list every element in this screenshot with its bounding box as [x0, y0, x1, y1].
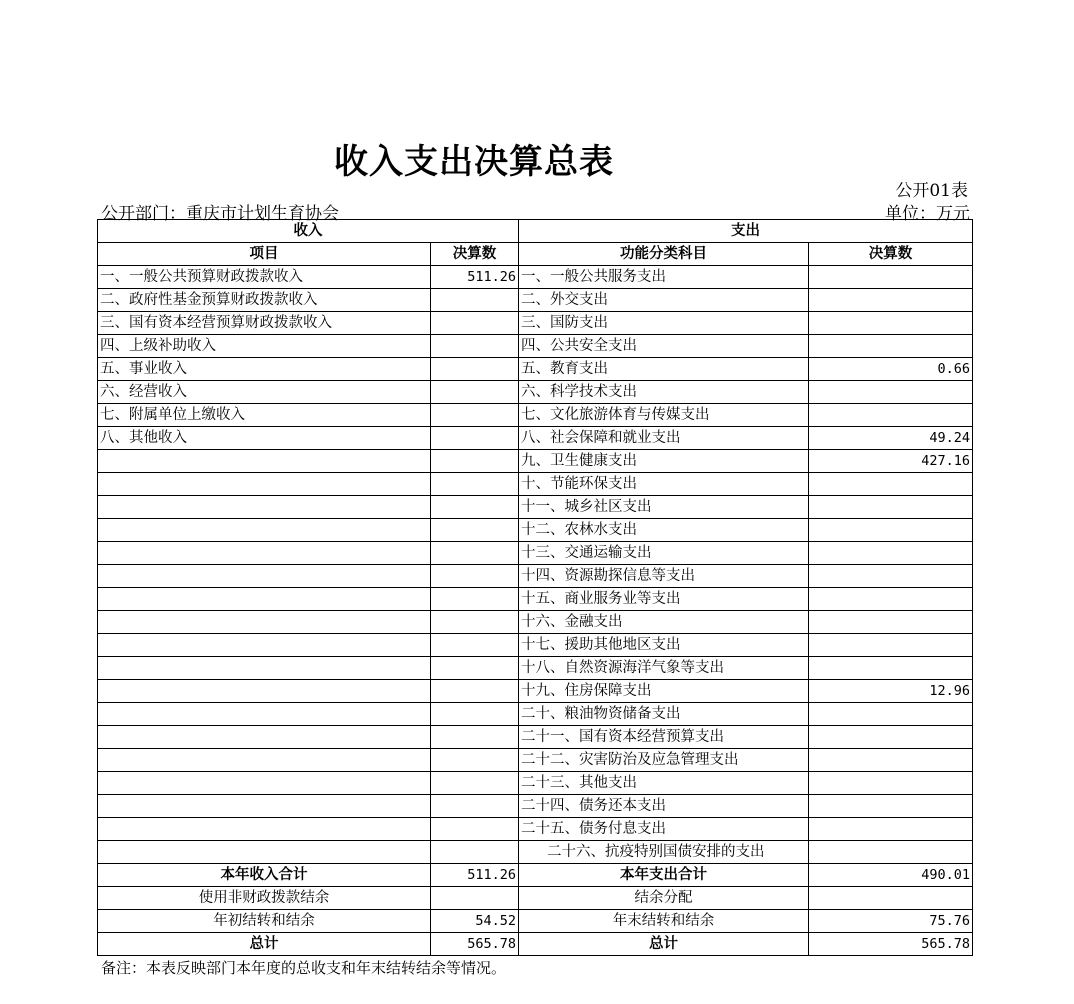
- income-amount-cell: [431, 634, 519, 657]
- expense-item-cell: 八、社会保障和就业支出: [519, 427, 809, 450]
- summary-income-label: 年初结转和结余: [98, 910, 431, 933]
- expense-amount-cell: 0.66: [809, 358, 973, 381]
- summary-expense-amount: 490.01: [809, 864, 973, 887]
- income-item-cell: 一、一般公共预算财政拨款收入: [98, 266, 431, 289]
- summary-row: [98, 933, 973, 956]
- income-amount-cell: [431, 427, 519, 450]
- expense-amount-cell: 49.24: [809, 427, 973, 450]
- income-amount-cell: [431, 496, 519, 519]
- expense-item-cell: 六、科学技术支出: [519, 381, 809, 404]
- department-label: 公开部门：重庆市计划生育协会: [101, 204, 339, 224]
- summary-expense-label: 本年支出合计: [519, 864, 809, 887]
- income-item-cell: [98, 795, 431, 818]
- income-item-cell: 七、附属单位上缴收入: [98, 404, 431, 427]
- income-item-cell: [98, 703, 431, 726]
- summary-income-amount: 54.52: [431, 910, 519, 933]
- income-amount-cell: [431, 312, 519, 335]
- income-item-cell: 五、事业收入: [98, 358, 431, 381]
- expense-item-cell: 十六、金融支出: [519, 611, 809, 634]
- expense-amount-cell: [809, 312, 973, 335]
- income-item-cell: [98, 657, 431, 680]
- income-amount-cell: [431, 358, 519, 381]
- expense-amount-cell: [809, 749, 973, 772]
- expense-amount-cell: [809, 473, 973, 496]
- summary-row: [98, 887, 973, 910]
- summary-income-label: 本年收入合计: [98, 864, 431, 887]
- table-row: [98, 496, 973, 519]
- expense-amount-cell: [809, 266, 973, 289]
- income-amount-cell: [431, 818, 519, 841]
- summary-income-label: 使用非财政拨款结余: [98, 887, 431, 910]
- expense-item-cell: 二十一、国有资本经营预算支出: [519, 726, 809, 749]
- expense-amount-cell: [809, 772, 973, 795]
- expense-amount-cell: [809, 841, 973, 864]
- table-row: [98, 611, 973, 634]
- income-item-cell: [98, 841, 431, 864]
- expense-amount-cell: [809, 542, 973, 565]
- table-row: [98, 703, 973, 726]
- expense-item-cell: 二、外交支出: [519, 289, 809, 312]
- expense-amount-cell: [809, 289, 973, 312]
- income-amount-cell: [431, 680, 519, 703]
- table-row: [98, 841, 973, 864]
- expense-item-cell: 二十、粮油物资储备支出: [519, 703, 809, 726]
- income-item-cell: [98, 680, 431, 703]
- income-item-cell: [98, 450, 431, 473]
- header-expense: 支出: [519, 220, 973, 243]
- expense-item-cell: 十一、城乡社区支出: [519, 496, 809, 519]
- income-item-cell: [98, 496, 431, 519]
- income-amount-cell: [431, 335, 519, 358]
- expense-item-cell: 二十三、其他支出: [519, 772, 809, 795]
- expense-amount-cell: [809, 795, 973, 818]
- table-row: [98, 312, 973, 335]
- table-row: [98, 634, 973, 657]
- income-item-cell: [98, 772, 431, 795]
- table-row: [98, 726, 973, 749]
- income-item-cell: [98, 749, 431, 772]
- expense-item-cell: 四、公共安全支出: [519, 335, 809, 358]
- table-row: [98, 450, 973, 473]
- income-item-cell: 八、其他收入: [98, 427, 431, 450]
- expense-item-cell: 二十四、债务还本支出: [519, 795, 809, 818]
- table-row: [98, 289, 973, 312]
- income-amount-cell: [431, 703, 519, 726]
- expense-amount-cell: [809, 381, 973, 404]
- income-amount-cell: [431, 749, 519, 772]
- expense-item-cell: 二十二、灾害防治及应急管理支出: [519, 749, 809, 772]
- income-amount-cell: [431, 381, 519, 404]
- income-amount-cell: [431, 404, 519, 427]
- table-row: [98, 818, 973, 841]
- table-row: [98, 519, 973, 542]
- summary-income-amount: 565.78: [431, 933, 519, 956]
- income-item-cell: 三、国有资本经营预算财政拨款收入: [98, 312, 431, 335]
- expense-amount-cell: [809, 588, 973, 611]
- form-code: 公开01表: [895, 181, 968, 201]
- summary-expense-amount: [809, 887, 973, 910]
- income-item-cell: 二、政府性基金预算财政拨款收入: [98, 289, 431, 312]
- income-amount-cell: [431, 841, 519, 864]
- income-amount-cell: [431, 289, 519, 312]
- header-func-class: 功能分类科目: [519, 243, 809, 266]
- table-row: [98, 381, 973, 404]
- income-item-cell: [98, 818, 431, 841]
- header-amount-expense: 决算数: [809, 243, 973, 266]
- table-row: [98, 680, 973, 703]
- table-row: [98, 565, 973, 588]
- expense-item-cell: 五、教育支出: [519, 358, 809, 381]
- income-item-cell: [98, 611, 431, 634]
- expense-amount-cell: [809, 496, 973, 519]
- summary-income-label: 总计: [98, 933, 431, 956]
- summary-row: [98, 864, 973, 887]
- expense-amount-cell: [809, 818, 973, 841]
- expense-item-cell: 二十六、抗疫特别国债安排的支出: [519, 841, 809, 864]
- income-amount-cell: [431, 450, 519, 473]
- footnote: 备注：本表反映部门本年度的总收支和年末结转结余等情况。: [101, 959, 507, 977]
- expense-item-cell: 十三、交通运输支出: [519, 542, 809, 565]
- table-row: [98, 266, 973, 289]
- expense-item-cell: 一、一般公共服务支出: [519, 266, 809, 289]
- expense-amount-cell: [809, 726, 973, 749]
- expense-amount-cell: [809, 404, 973, 427]
- table-row: [98, 358, 973, 381]
- expense-amount-cell: [809, 634, 973, 657]
- summary-expense-amount: 75.76: [809, 910, 973, 933]
- summary-expense-label: 结余分配: [519, 887, 809, 910]
- summary-row: [98, 910, 973, 933]
- expense-amount-cell: [809, 657, 973, 680]
- table-row: [98, 542, 973, 565]
- expense-amount-cell: [809, 519, 973, 542]
- expense-item-cell: 二十五、债务付息支出: [519, 818, 809, 841]
- income-amount-cell: [431, 726, 519, 749]
- table-row: [98, 657, 973, 680]
- expense-item-cell: 十、节能环保支出: [519, 473, 809, 496]
- summary-income-amount: [431, 887, 519, 910]
- expense-amount-cell: [809, 611, 973, 634]
- income-item-cell: [98, 542, 431, 565]
- income-expense-table: [97, 219, 973, 956]
- income-item-cell: [98, 588, 431, 611]
- expense-item-cell: 三、国防支出: [519, 312, 809, 335]
- income-amount-cell: [431, 611, 519, 634]
- page-title: 收入支出决算总表: [334, 142, 614, 182]
- income-amount-cell: [431, 588, 519, 611]
- summary-expense-label: 年末结转和结余: [519, 910, 809, 933]
- header-row-1: [98, 220, 973, 243]
- header-item: 项目: [98, 243, 431, 266]
- income-item-cell: 六、经营收入: [98, 381, 431, 404]
- table-row: [98, 749, 973, 772]
- header-amount: 决算数: [431, 243, 519, 266]
- expense-item-cell: 十八、自然资源海洋气象等支出: [519, 657, 809, 680]
- table-row: [98, 473, 973, 496]
- expense-item-cell: 七、文化旅游体育与传媒支出: [519, 404, 809, 427]
- expense-item-cell: 十七、援助其他地区支出: [519, 634, 809, 657]
- income-amount-cell: 511.26: [431, 266, 519, 289]
- summary-expense-label: 总计: [519, 933, 809, 956]
- header-income: 收入: [98, 220, 519, 243]
- expense-item-cell: 九、卫生健康支出: [519, 450, 809, 473]
- income-item-cell: [98, 473, 431, 496]
- income-item-cell: [98, 519, 431, 542]
- unit-label: 单位：万元: [885, 204, 970, 224]
- income-amount-cell: [431, 519, 519, 542]
- income-amount-cell: [431, 657, 519, 680]
- summary-income-amount: 511.26: [431, 864, 519, 887]
- table-row: [98, 335, 973, 358]
- income-amount-cell: [431, 565, 519, 588]
- table-row: [98, 427, 973, 450]
- expense-item-cell: 十五、商业服务业等支出: [519, 588, 809, 611]
- expense-amount-cell: [809, 565, 973, 588]
- expense-amount-cell: 12.96: [809, 680, 973, 703]
- income-amount-cell: [431, 772, 519, 795]
- summary-expense-amount: 565.78: [809, 933, 973, 956]
- expense-amount-cell: [809, 703, 973, 726]
- income-item-cell: [98, 565, 431, 588]
- expense-item-cell: 十四、资源勘探信息等支出: [519, 565, 809, 588]
- income-amount-cell: [431, 542, 519, 565]
- expense-item-cell: 十九、住房保障支出: [519, 680, 809, 703]
- expense-item-cell: 十二、农林水支出: [519, 519, 809, 542]
- income-amount-cell: [431, 795, 519, 818]
- table-row: [98, 772, 973, 795]
- expense-amount-cell: 427.16: [809, 450, 973, 473]
- income-item-cell: [98, 726, 431, 749]
- income-item-cell: [98, 634, 431, 657]
- table-row: [98, 795, 973, 818]
- table-row: [98, 404, 973, 427]
- income-item-cell: 四、上级补助收入: [98, 335, 431, 358]
- header-row-2: [98, 243, 973, 266]
- expense-amount-cell: [809, 335, 973, 358]
- income-amount-cell: [431, 473, 519, 496]
- table-row: [98, 588, 973, 611]
